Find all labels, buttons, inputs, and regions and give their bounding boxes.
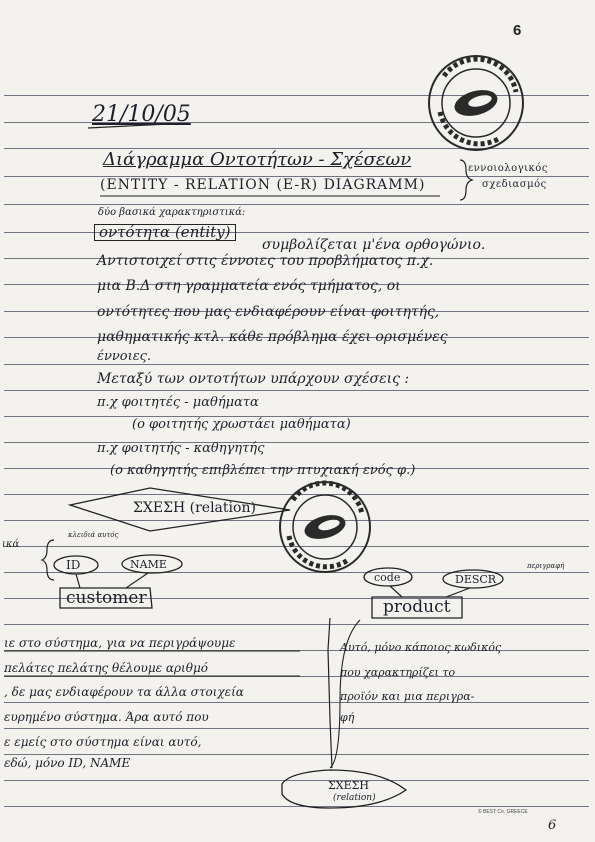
relation-label: ΣΧΕΣΗ (relation): [133, 500, 256, 516]
body-line-10: π.χ φοιτητής - καθηγητής: [97, 441, 265, 456]
title-line-2: (ENTITY - RELATION (E-R) DIAGRAMM): [100, 177, 426, 193]
left-block-line-6: εδώ, μόνο ID, NAME: [4, 756, 131, 770]
entity-product: product: [383, 597, 451, 617]
body-line-1: συμβολίζεται μ'ένα ορθογώνιο.: [262, 237, 486, 253]
body-line-5: μαθηματικής κτλ. κάθε πρόβλημα έχει ορισμένες: [97, 329, 448, 345]
left-block-line-2: πελάτες πελάτης θέλουμε αριθμό: [4, 661, 208, 675]
entity-label: οντότητα (entity): [94, 224, 236, 241]
right-block-line-2: που χαρακτηρίζει το: [340, 666, 456, 679]
body-line-6: έννοιες.: [97, 349, 152, 364]
descr-note: περιγραφή: [527, 562, 565, 570]
right-block-line-4: φή: [340, 711, 355, 724]
body-line-2: Αντιστοιχεί στις έννοιες του προβλήματος π.χ.: [97, 253, 434, 269]
left-block-line-3: , δε μας ενδιαφέρουν τα άλλα στοιχεία: [4, 685, 244, 699]
left-block-line-4: ευρημένο σύστημα. Άρα αυτό που: [4, 710, 209, 724]
bottom-relation-sub: (relation): [333, 793, 376, 803]
body-line-7: Μεταξύ των οντοτήτων υπάρχουν σχέσεις :: [97, 371, 410, 387]
copyright: © BEST Co. GREECE: [478, 809, 528, 815]
attr-code: code: [374, 571, 401, 584]
right-block-line-3: προϊόν και μια περιγρα-: [340, 690, 475, 703]
bottom-relation-label: ΣΧΕΣΗ: [328, 779, 370, 792]
body-line-3: μια Β.Δ στη γραμματεία ενός τμήματος, οι: [97, 278, 401, 294]
margin-note: ικά: [2, 539, 20, 550]
body-line-4: οντότητες που μας ενδιαφέρουν είναι φοιτητής,: [97, 304, 440, 320]
left-block-line-5: ε εμείς στο σύστημα είναι αυτό,: [4, 735, 202, 749]
stamp-top: [429, 56, 523, 150]
attr-id: ID: [66, 558, 81, 572]
entity-customer: customer: [66, 588, 147, 608]
side-note-2: σχεδιασμός: [482, 179, 547, 190]
stamp-middle: [280, 482, 370, 572]
body-line-8: π.χ φοιτητές - μαθήματα: [97, 395, 259, 410]
attr-descr: DESCR: [455, 573, 497, 586]
right-block-line-1: Αυτό, μόνο κάποιος κωδικός: [340, 641, 502, 654]
title-line-1: Διάγραμμα Οντοτήτων - Σχέσεων: [103, 149, 412, 170]
left-block-line-1: ιε στο σύστημα, για να περιγράψουμε: [4, 636, 236, 650]
side-note-1: εννοιολογικός: [468, 163, 548, 174]
key-note: κλειδιά αυτός: [68, 531, 119, 539]
subtitle: δύο βασικά χαρακτηριστικά:: [98, 207, 246, 218]
body-line-9: (ο φοιτητής χρωστάει μαθήματα): [132, 417, 351, 432]
page-number-bottom: 6: [548, 818, 557, 833]
page-number-top: 6: [513, 22, 522, 39]
date: 21/10/05: [92, 102, 191, 127]
attr-name: NAME: [130, 558, 167, 571]
body-line-11: (ο καθηγητής επιβλέπει την πτυχιακή ενός φ.): [110, 463, 416, 478]
